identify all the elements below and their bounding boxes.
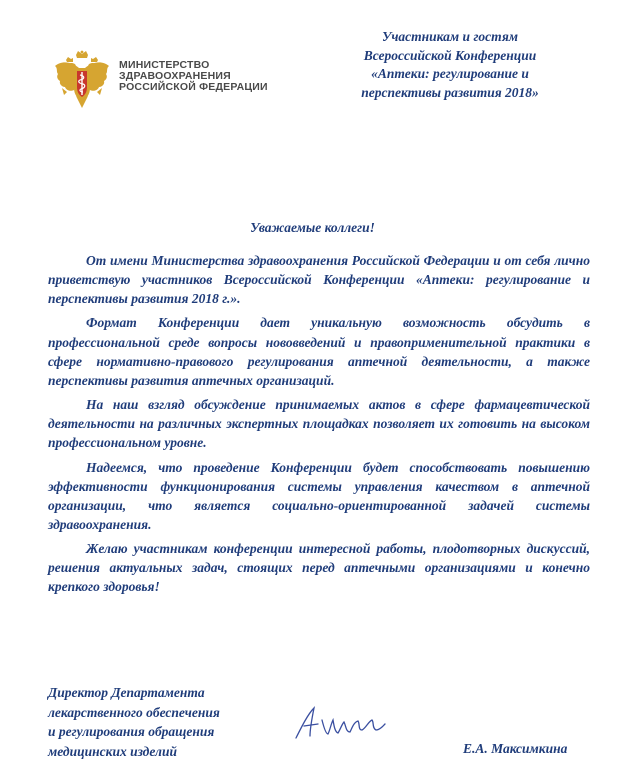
ministry-name bbox=[119, 60, 268, 93]
signer-position-line-4: медицинских изделий bbox=[48, 743, 177, 759]
signer-position-line-1: Директор Департамента bbox=[48, 685, 205, 700]
addressee-line-1: Участникам и гостям bbox=[381, 29, 519, 44]
addressee-block bbox=[330, 28, 570, 102]
letter-body bbox=[48, 251, 590, 602]
body-paragraph: От имени Министерства здравоохранения Российской Федерации и от себя лично приветствую участников Всероссийской Конференции «Аптеки: регулирование и перспективы развития 2018 г.». bbox=[48, 253, 590, 307]
signer-position-line-3: и регулирования обращения bbox=[48, 724, 215, 739]
body-paragraph: Желаю участникам конференции интересной работы, плодотворных дискуссий, решения актуальных задач, стоящих перед аптечными организациями и конечно крепкого здоровья! bbox=[48, 541, 590, 595]
salutation: Уважаемые коллеги! bbox=[250, 220, 375, 235]
addressee-line-2: Всероссийской Конференции bbox=[363, 47, 537, 63]
body-paragraph: Формат Конференции дает уникальную возможность обсудить в профессиональной среде вопросы нововведений и правоприменительной практики в сфере нормативно-правового регулирования аптечной деятельности, а также перспективы развития аптечных организаций. bbox=[48, 315, 590, 388]
ministry-line-1: МИНИСТЕРСТВО bbox=[119, 59, 210, 71]
ministry-line-3: РОССИЙСКОЙ ФЕДЕРАЦИИ bbox=[119, 81, 268, 93]
addressee-line-4: перспективы развития 2018» bbox=[361, 84, 539, 100]
addressee-line-3: «Аптеки: регулирование и bbox=[371, 66, 529, 81]
body-paragraph: На наш взгляд обсуждение принимаемых актов в сфере фармацевтической деятельности на различных экспертных площадках позволяет их готовить на высоком профессиональном уровне. bbox=[48, 397, 590, 451]
double-headed-eagle-emblem-icon bbox=[52, 50, 112, 110]
body-paragraph: Надеемся, что проведение Конференции будет способствовать повышению эффективности функционирования системы управления качеством в аптечной организации, что является социально-ориентированной задачей системы здравоохранения. bbox=[48, 459, 590, 532]
handwritten-signature bbox=[288, 700, 388, 745]
signer-position bbox=[48, 683, 308, 761]
signer-name: Е.А. Максимкина bbox=[463, 741, 568, 756]
ministry-line-2: ЗДРАВООХРАНЕНИЯ bbox=[119, 70, 231, 82]
letterhead bbox=[52, 50, 302, 110]
signer-position-line-2: лекарственного обеспечения bbox=[48, 704, 220, 720]
